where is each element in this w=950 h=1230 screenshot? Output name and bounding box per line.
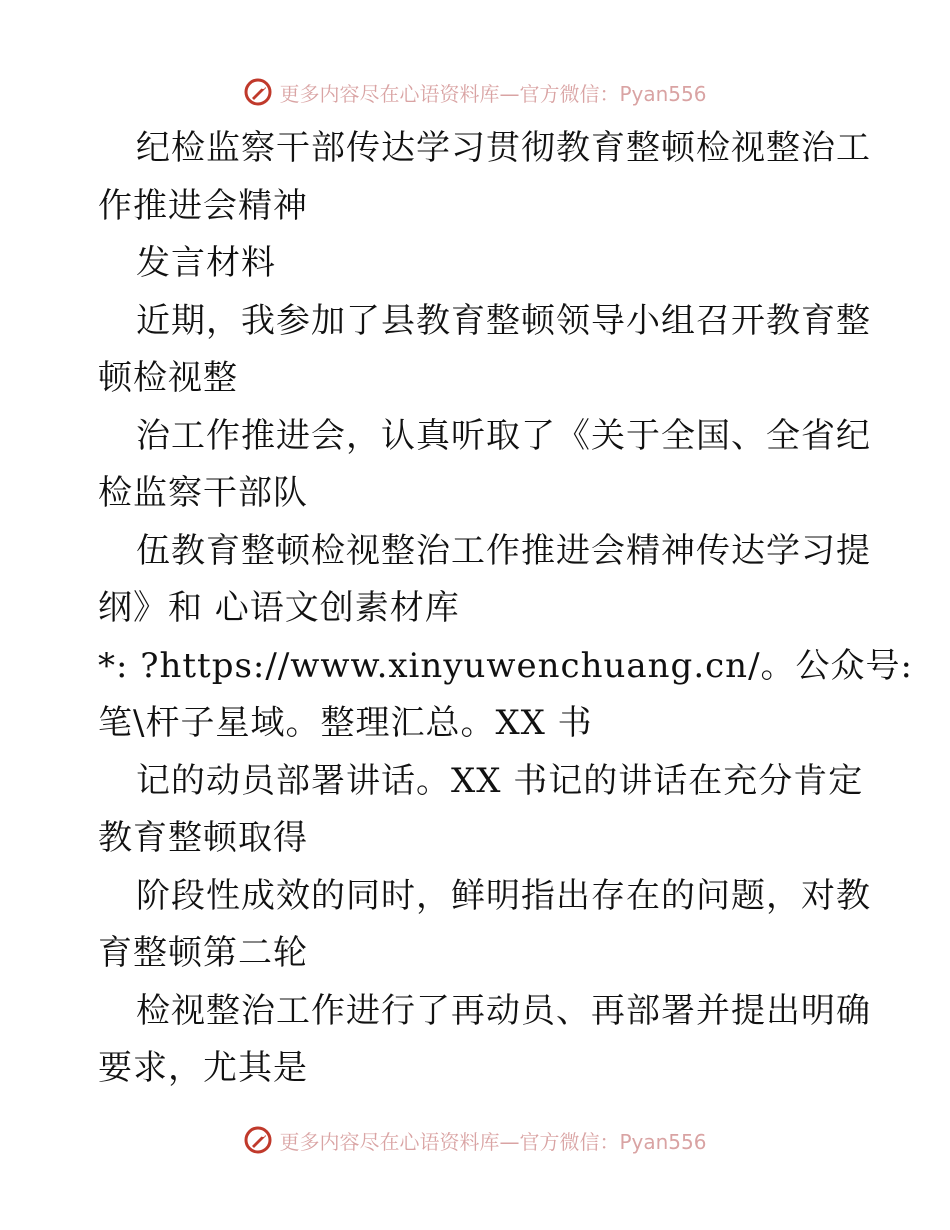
- text-line: *: ?https://www.xinyuwenchuang.cn/。公众号:: [98, 645, 913, 686]
- document-body: [98, 120, 913, 1098]
- watermark-banner-bottom: [0, 1120, 950, 1160]
- text-line: 阶段性成效的同时，鲜明指出存在的问题，对教: [136, 875, 871, 916]
- text-line: 纲》和 心语文创素材库: [98, 588, 460, 628]
- text-line: 记的动员部署讲话。XX 书记的讲话在充分肯定: [136, 760, 864, 801]
- text-line: 作推进会精神: [98, 185, 308, 226]
- text-line: 治工作推进会，认真听取了《关于全国、全省纪: [136, 415, 871, 456]
- text-line: 伍教育整顿检视整治工作推进会精神传达学习提: [136, 530, 871, 571]
- watermark-text: 更多内容尽在心语资料库—官方微信：Pyan556: [279, 81, 707, 106]
- text-line: 顿检视整: [98, 358, 238, 398]
- text-line: 纪检监察干部传达学习贯彻教育整顿检视整治工: [136, 128, 871, 168]
- quill-logo-icon: [243, 77, 273, 107]
- quill-logo-icon: [243, 1125, 273, 1155]
- text-line: 要求，尤其是: [98, 1048, 308, 1088]
- watermark-banner-top: [0, 72, 950, 112]
- text-line: 发言材料: [136, 243, 276, 283]
- text-line: 检监察干部队: [98, 473, 308, 513]
- watermark-text: 更多内容尽在心语资料库—官方微信：Pyan556: [279, 1129, 707, 1154]
- text-line: 教育整顿取得: [98, 818, 308, 858]
- text-line: 育整顿第二轮: [98, 933, 308, 973]
- text-line: 笔\杆子星域。整理汇总。XX 书: [98, 703, 593, 743]
- text-line: 近期，我参加了县教育整顿领导小组召开教育整: [136, 300, 871, 341]
- text-line: 检视整治工作进行了再动员、再部署并提出明确: [136, 990, 871, 1031]
